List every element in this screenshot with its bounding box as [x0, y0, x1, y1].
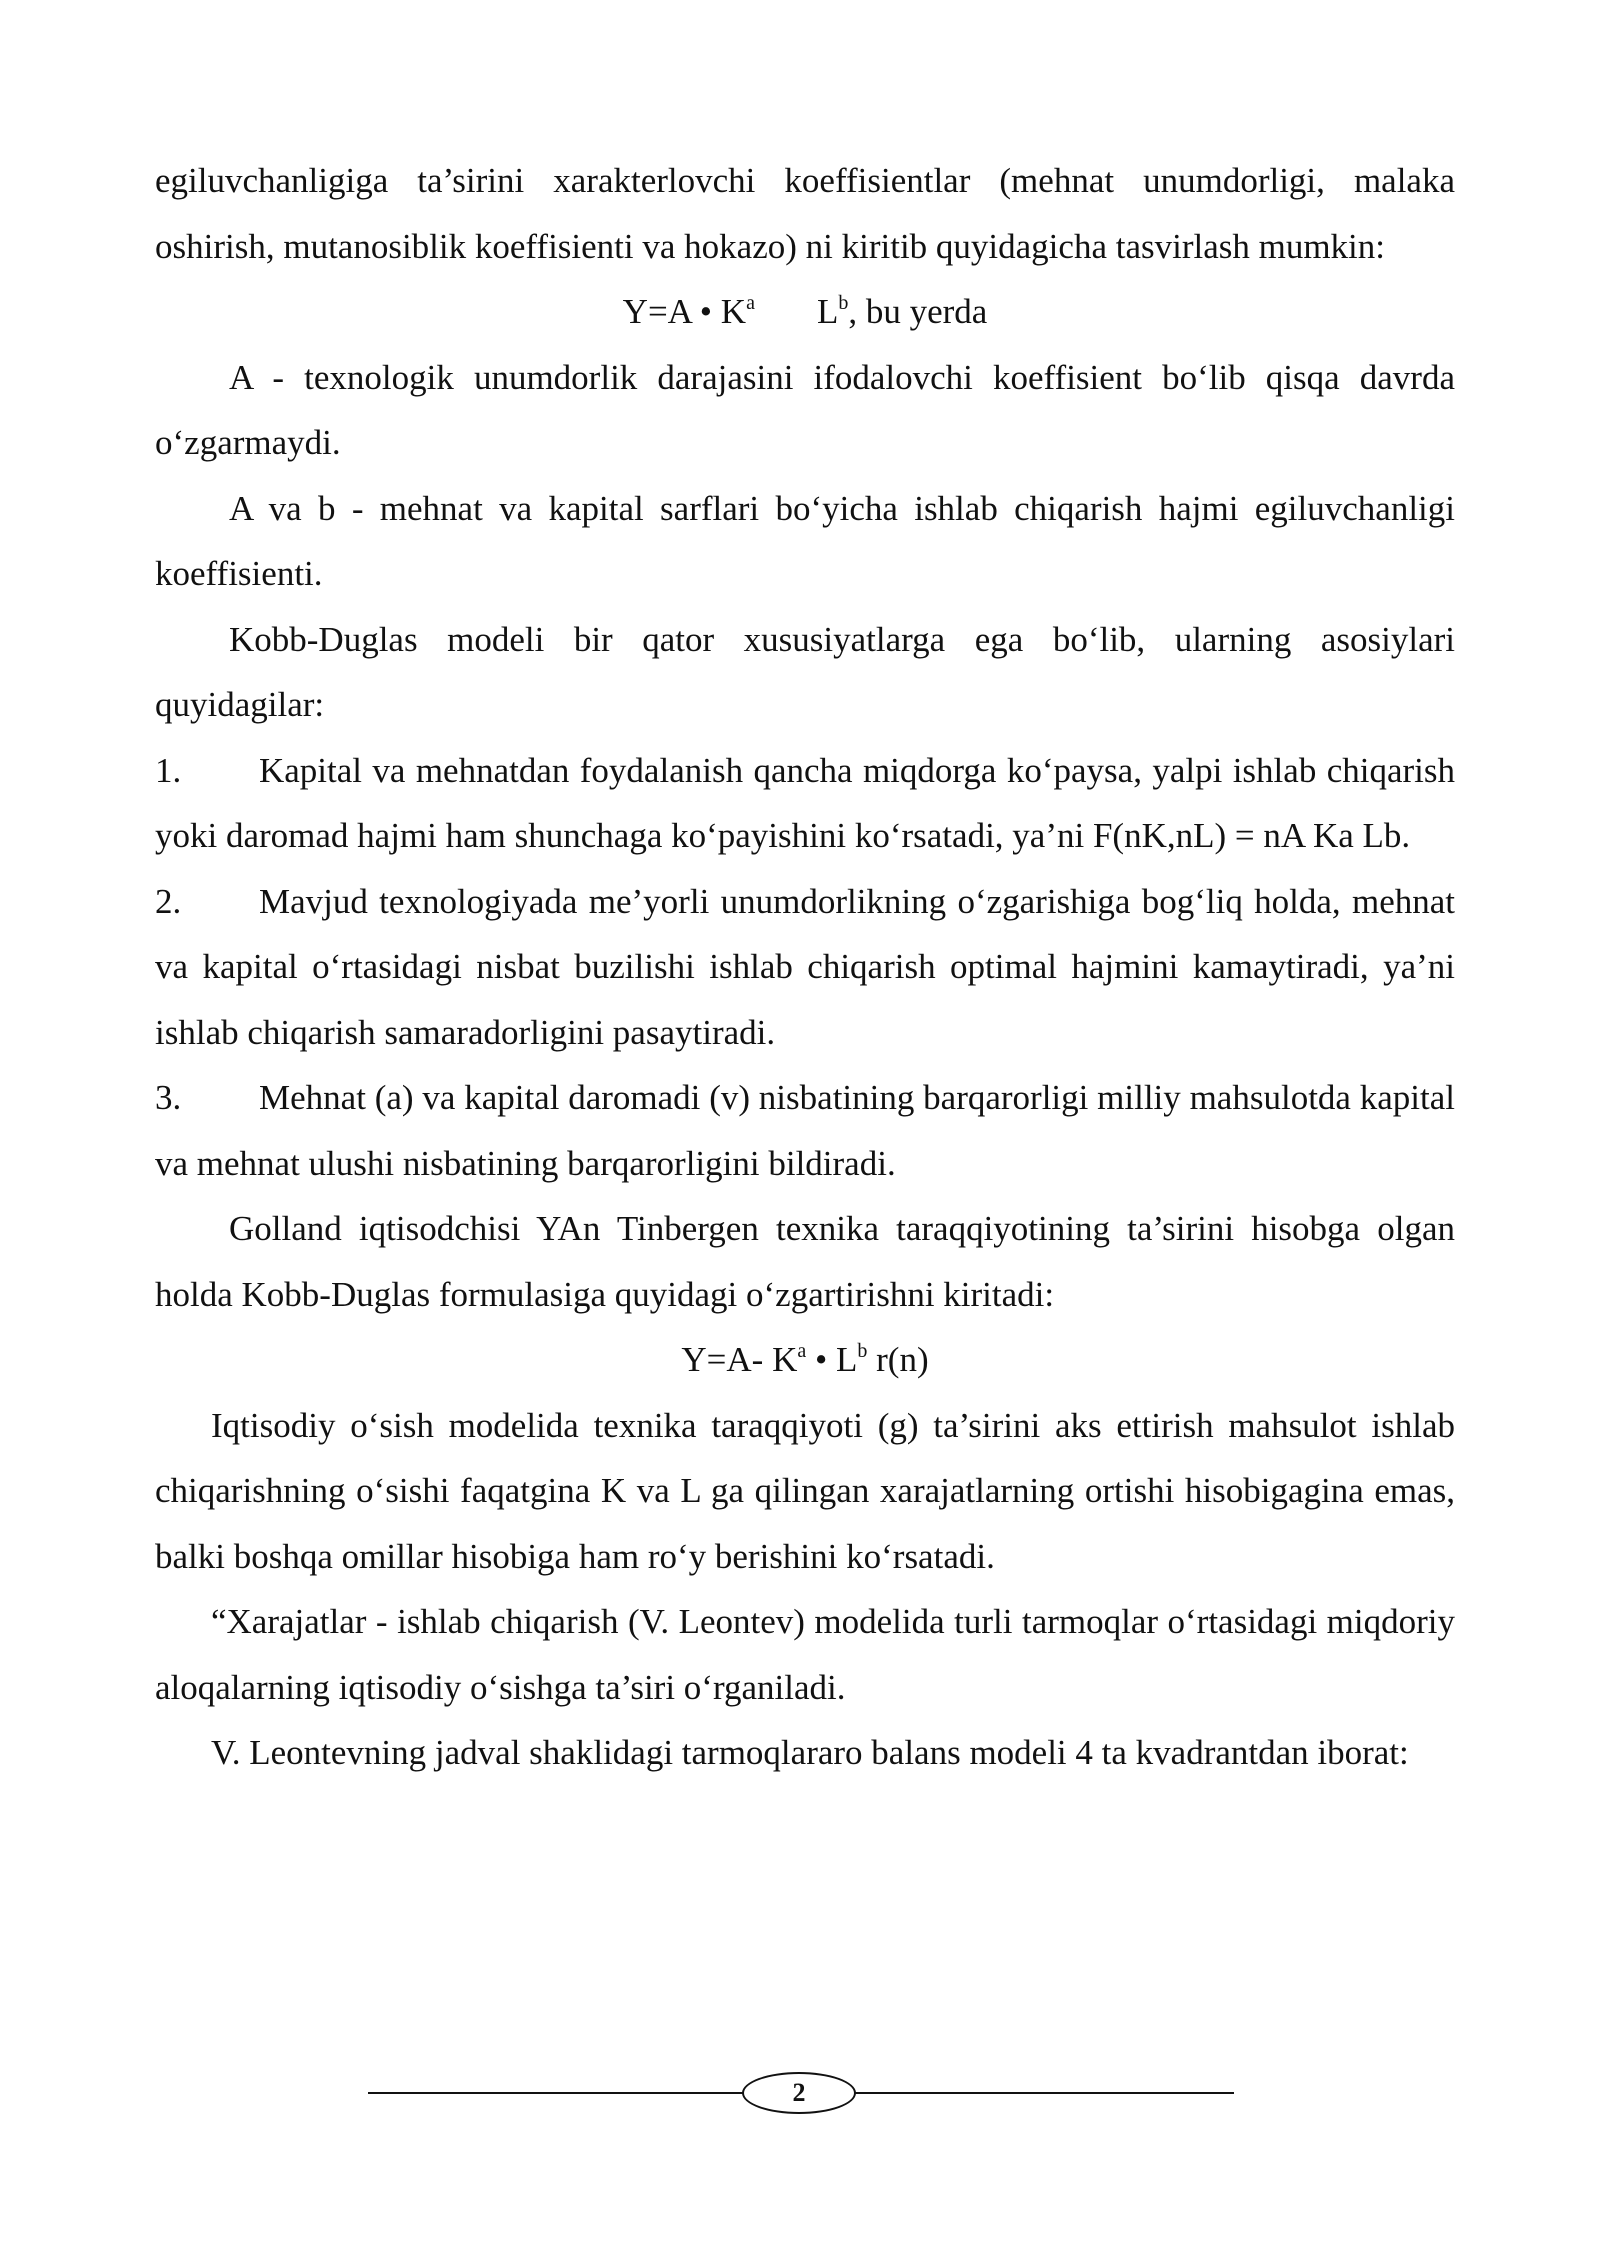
list-item-number: 1. — [155, 750, 182, 790]
formula-tinbergen — [155, 1327, 1455, 1393]
formula-part: L — [816, 292, 839, 331]
list-item — [155, 738, 1455, 869]
list-item-text: Mavjud texnologiyada me’yorli unumdorlikning o‘zgarishiga bog‘liq holda, mehnat va kapital o‘rtasidagi nisbat buzilishi ishlab chiqarish optimal hajmini kamaytiradi, ya’ni ishlab chiqarish samaradorligini pasaytiradi. — [155, 881, 1455, 1052]
paragraph-growth-model: Iqtisodiy o‘sish modelida texnika taraqqiyoti (g) ta’sirini aks ettirish mahsulot ishlab chiqarishning o‘sishi faqatgina K va L ga qilingan xarajatlarning ortishi hisobigagina emas, balki boshqa omillar hisobiga ham ro‘y berishini ko‘rsatadi. — [155, 1405, 1455, 1576]
formula-exponent-a: a — [746, 292, 755, 314]
paragraph-leontev-balance: V. Leontevning jadval shaklidagi tarmoqlararo balans modeli 4 ta kvadrantdan iborat: — [211, 1733, 1409, 1772]
formula-exponent-b: b — [838, 292, 849, 314]
paragraph-a-definition: A - texnologik unumdorlik darajasini ifodalovchi koeffisient bo‘lib qisqa davrda o‘zgarmaydi. — [155, 357, 1455, 462]
list-item — [155, 1065, 1455, 1196]
formula-part: Y=A • K — [622, 292, 747, 331]
paragraph-properties-intro: Kobb-Duglas modeli bir qator xususiyatlarga ega bo‘lib, ularning asosiylari quyidagilar: — [155, 619, 1455, 724]
formula-exponent-a: a — [797, 1340, 807, 1362]
paragraph-ab-definition: A va b - mehnat va kapital sarflari bo‘yicha ishlab chiqarish hajmi egiluvchanligi koeffisienti. — [155, 488, 1455, 593]
formula-part: Y=A- K — [681, 1340, 798, 1379]
paragraph-leontev-costs: “Xarajatlar - ishlab chiqarish (V. Leontev) modelida turli tarmoqlar o‘rtasidagi miqdoriy aloqalarning iqtisodiy o‘sishga ta’siri o‘rganiladi. — [155, 1602, 1455, 1707]
list-item-number: 3. — [155, 1078, 182, 1117]
list-item-number: 2. — [155, 881, 182, 921]
formula-exponent-b: b — [857, 1340, 868, 1362]
document-page — [155, 148, 1455, 1786]
paragraph-intro: egiluvchanligiga ta’sirini xarakterlovchi koeffisientlar (mehnat unumdorligi, malaka oshirish, mutanosiblik koeffisienti va hokazo) ni kiritib quyidagicha tasvirlash mumkin: — [155, 161, 1455, 266]
formula-part: • L — [806, 1340, 858, 1379]
page-number: 2 — [742, 2072, 856, 2114]
page-footer — [368, 2070, 1234, 2116]
list-item-text: Mehnat (a) va kapital daromadi (v) nisbatining barqarorligi milliy mahsulotda kapital va mehnat ulushi nisbatining barqarorligini bildiradi. — [155, 1078, 1455, 1183]
formula-part: , bu yerda — [848, 292, 988, 331]
formula-part: r(n) — [867, 1340, 929, 1379]
paragraph-tinbergen: Golland iqtisodchisi YAn Tinbergen texnika taraqqiyotining ta’sirini hisobga olgan holda Kobb-Duglas formulasiga quyidagi o‘zgartirishni kiritadi: — [155, 1209, 1455, 1314]
formula-cobb-douglas — [155, 279, 1455, 345]
list-item — [155, 869, 1455, 1066]
list-item-text: Kapital va mehnatdan foydalanish qancha miqdorga ko‘paysa, yalpi ishlab chiqarish yoki daromad hajmi ham shunchaga ko‘payishini ko‘rsatadi, ya’ni F(nK,nL) = nA Ka Lb. — [155, 750, 1455, 855]
